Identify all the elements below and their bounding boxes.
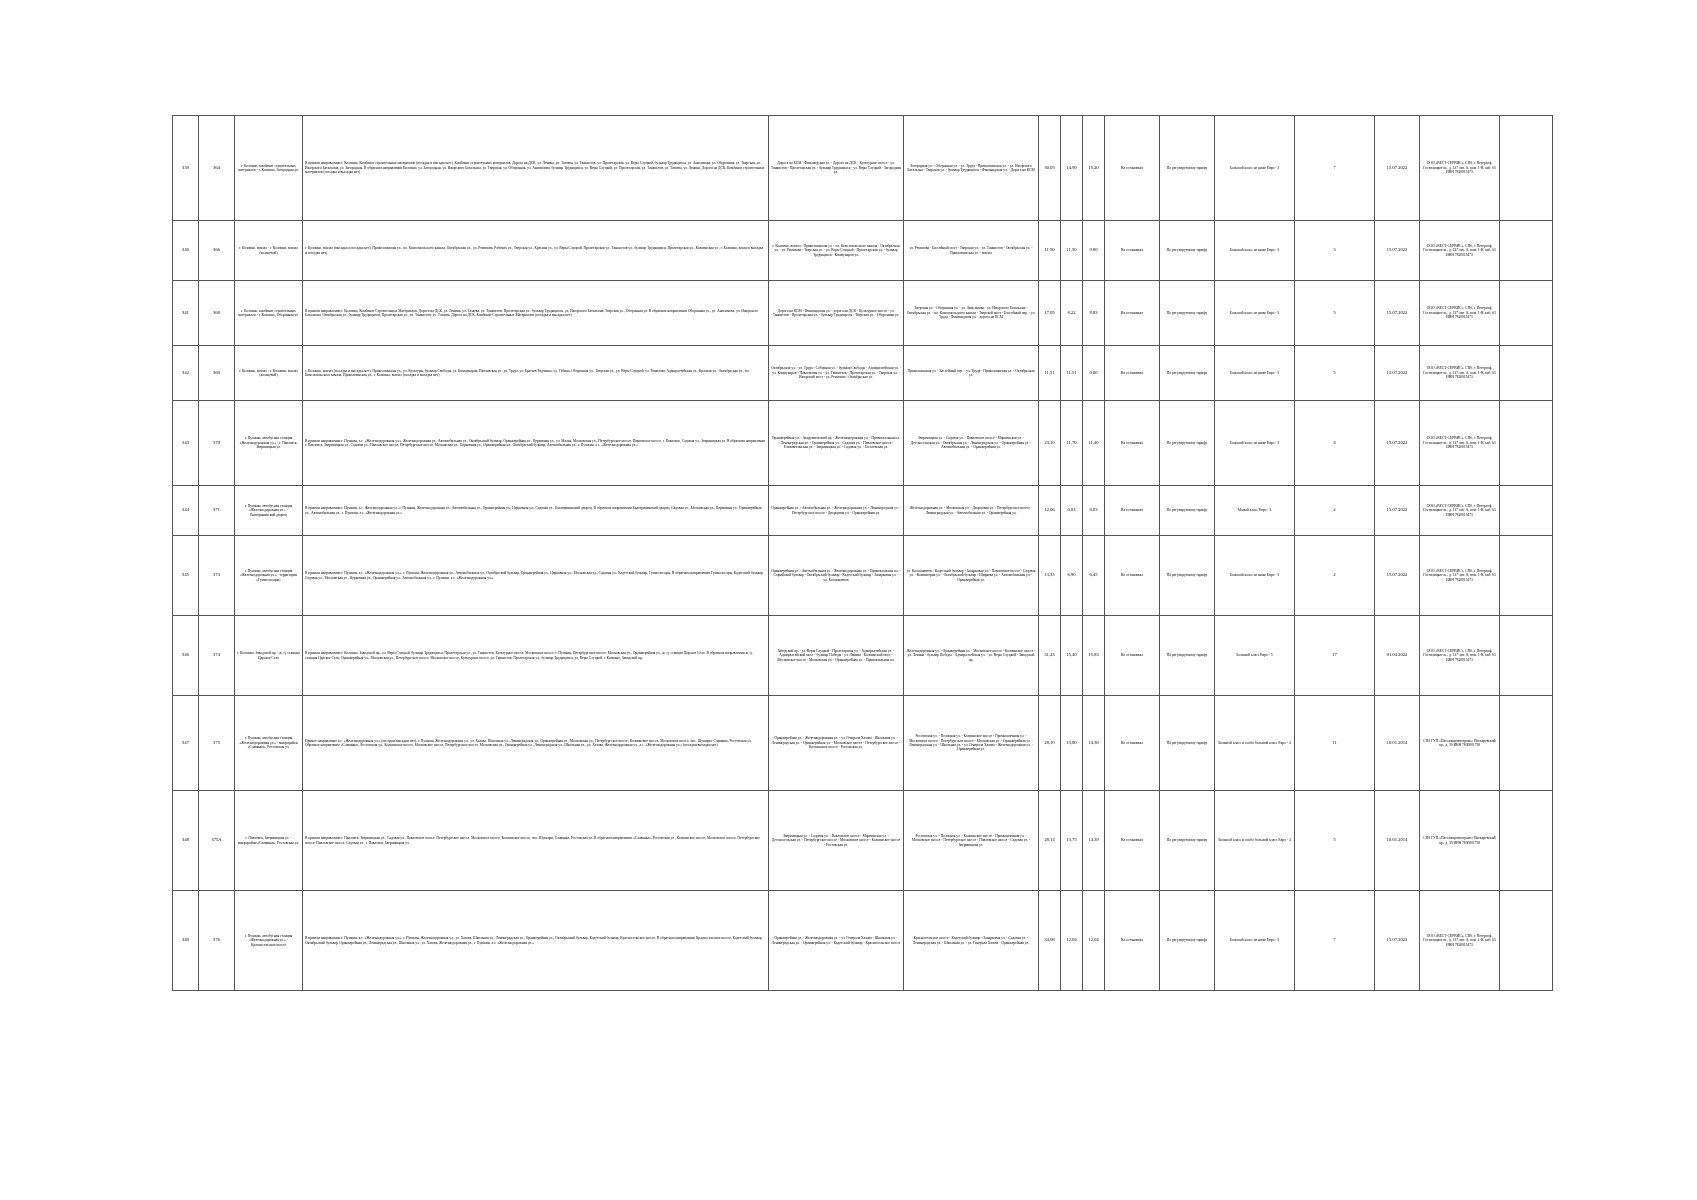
length-backward: 14,39 — [1083, 791, 1105, 891]
length-forward: 12,04 — [1061, 891, 1083, 991]
bus-class: Большой класс и особо большой класс Евро - 4 — [1215, 791, 1295, 891]
fare-type: По регулируемому тарифу — [1160, 116, 1215, 221]
route-number: 371 — [199, 486, 235, 536]
start-date: 15.07.2022 — [1375, 221, 1420, 281]
boarding-mode: На остановках — [1105, 346, 1160, 401]
route-path: В прямом направлении г. Пушкин, а.с. «Железнодорожная ул.», г. Пушкин, Железнодорожная ул., Автомобильная ул., Октябрьский бульвар, Оранжерейная ул., Церковная ул., Московская ул., Садовая ул., Кадетский бульвар, Гуммолосары. В обратном направлении Гуммолосары, Кадетский бульвар, Садовая ул., Московская ул., Церковная ул., Оранжерейная ул., Автомобильная ул., г. Пушкин, а.с. «Железнодорожная ул.» — [303, 536, 769, 616]
streets-forward: Дорога на КСМ - Финляндская ул. - дорога на ДСК - Культурное шоссе - ул. Танкистов - Пролетарская ул. - бульвар Трудящихся - Тверская ул. - Оборонная ул. — [769, 281, 904, 346]
route-number: 375А — [199, 791, 235, 891]
bus-count: 4 — [1295, 401, 1375, 486]
length-total: 34,08 — [1039, 891, 1061, 991]
empty-cell — [1500, 536, 1553, 616]
boarding-mode: На остановках — [1105, 791, 1160, 891]
table-row — [173, 616, 1553, 696]
table-row — [173, 891, 1553, 991]
streets-backward: Загородная ул. - Оборонная ул. - ул. Труда - Приколпинская ул. - ул. Ижорского Батальона - Тверская ул. - бульвар Трудящихся - Финляндская ул. - Дорога на КСМ — [904, 116, 1039, 221]
streets-backward: Приколпинская ул. - Бассейный пер. - ул. Труда - Приколпинская ул. - Октябрьская ул. — [904, 346, 1039, 401]
bus-count: 5 — [1295, 346, 1375, 401]
route-number: 373 — [199, 536, 235, 616]
bus-count: 11 — [1295, 696, 1375, 791]
carrier-info: ООО «ВЕСТ-СЕРВИС», СПб, г. Петергоф, Гостилицкое ш., д. 137 лит. А, пом. 1-Н, каб. 63 ИНН 7820015473 — [1420, 281, 1500, 346]
route-name: г. Павловск, Звериницкая ул. - микрорайон «Славянка», Ростовская ул. — [235, 791, 303, 891]
length-total: 23,10 — [1039, 401, 1061, 486]
carrier-info: ООО «ВЕСТ-СЕРВИС», СПб, г. Петергоф, Гостилицкое ш., д. 137 лит. А, пом. 1-Н, каб. 63 ИНН 7820015473 — [1420, 346, 1500, 401]
route-path: В прямом направлении г. Пушкин, а.с. Железнодорожная ул., г. Пушкин, Железнодорожная ул., Автомобильная ул., Оранжерейная ул., Церковная ул., Садовая ул., Екатерининский дворец. В обратном направлении Екатерининский дворец, Садовая ул., Московская ул., Церковная ул., Оранжерейная ул., Автомобильная ул., г. Пушкин, а.с. «Железнодорожная ул.» — [303, 486, 769, 536]
empty-cell — [1500, 891, 1553, 991]
streets-backward: Ростовская ул. - Полоцкая ул. - Колпинское шоссе - Промышленная ул. - Московское шоссе - Петербургское шоссе - Павловское шоссе - Садовая ул. - Звериницкая ул. — [904, 791, 1039, 891]
table-row — [173, 346, 1553, 401]
streets-backward: Тверская ул. - Оборонная ул. - ул. Анисимова - ул. Ижорского Батальона - Октябрьская ул. - пл. Комсомольского канала - Тверской мост - Бассейный пер. - ул. Труда - Финляндская ул. - дорога на КСМ — [904, 281, 1039, 346]
length-total: 28,14 — [1039, 791, 1061, 891]
route-name: г. Колпино, вокзал - г. Колпино, вокзал (кольцевой) — [235, 346, 303, 401]
length-backward: 0,00 — [1083, 221, 1105, 281]
route-path: В прямом направлении г. Колпино, Комбинат Строительных Материалов, Дорога на ДСК, ул. Ленина, ул. Тазаева, ул. Танкистов, Пролетарская ул., бульвар Трудящихся, ул. Ижорского Батальона, Тверская ул., Оборонная ул. В обратном направлении Оборонная ул., ул. Анисимова, ул. Ижорского Батальона, Октябрьская ул., бульвар Трудящихся, Пролетарская ул., ул. Танкистов, ул. Тазаева, Дорога на ДСК, Комбинат Строительных Материалов (посадка и высадка нет) — [303, 281, 769, 346]
fare-type: По регулируемому тарифу — [1160, 696, 1215, 791]
empty-cell — [1500, 791, 1553, 891]
carrier-info: ООО «ВЕСТ-СЕРВИС», СПб, г. Петергоф, Гостилицкое ш., д. 137 лит. А, пом. 1-Н, каб. 63 ИНН 7820015473 — [1420, 536, 1500, 616]
length-forward: 8,22 — [1061, 281, 1083, 346]
fare-type: По регулируемому тарифу — [1160, 616, 1215, 696]
start-date: 10.01.2014 — [1375, 791, 1420, 891]
row-number: 342 — [173, 346, 199, 401]
row-number: 349 — [173, 891, 199, 991]
fare-type: По регулируемому тарифу — [1160, 401, 1215, 486]
length-total: 11,50 — [1039, 221, 1061, 281]
streets-forward: Заводской пр. - ул. Веры Слуцкой - Пролетарская ул. - Адмиралтейская ул. - Адмиралтейский мост - бульвар Победы - ул. Ленина - Колпинский мост - Московское шоссе - Московская ул. - Оранжерейная ул. - Привокзальная пл. — [769, 616, 904, 696]
route-name: г. Пушкин, автобусная станция «Железнодорожная ул.» - микрорайон «Славянка», Ростовская ул. — [235, 696, 303, 791]
row-number: 346 — [173, 616, 199, 696]
length-total: 28,10 — [1039, 696, 1061, 791]
row-number: 345 — [173, 536, 199, 616]
route-path: г. Колпино, вокзал (посадка и высадка нет), Приколпинская ул., ул. Культуры, бульвар Свободы, ул. Коммунаров, Павловская ул., ул. Труда, ул. Братьев Радченко, ул. Губина, Оборонная ул., Тверская ул., ул. Веры Слуцкой, ул. Ремизова, Адмиралтейская ул., Красная ул., Октябрьская ул., пл. Комсомольского канала, Приколпинская ул., г. Колпино, вокзал (посадка и высадка нет) — [303, 346, 769, 401]
route-number: 376 — [199, 891, 235, 991]
bus-class: Малый класс Евро - 3 — [1215, 486, 1295, 536]
bus-count: 7 — [1295, 116, 1375, 221]
bus-class: Большой класс не ниже Евро - 3 — [1215, 346, 1295, 401]
empty-cell — [1500, 116, 1553, 221]
length-forward: 6,03 — [1061, 486, 1083, 536]
empty-cell — [1500, 346, 1553, 401]
route-number: 368 — [199, 281, 235, 346]
route-path: В прямом направлении г. Пушкин, а.с. «Железнодорожная ул.», Железнодорожная ул., Автомобильная ул., Октябрьский бульвар, Оранжерейная ул., Церковная ул., ул. Малая, Московская ул., Петербургское шоссе, Павловское шоссе, г. Павловск, Садовая ул., Звериницкая ул. В обратном направлении г. Павловск, Звериницкая ул., Садовая ул., Павловское шоссе, Петербургское шоссе, Московская ул., Церковная ул., Оранжерейная ул., Октябрьский бульвар, Автомобильная ул., г. Пушкин, а.с. «Железнодорожная ул.» — [303, 401, 769, 486]
streets-forward: Дорога на КСМ - Финляндская ул. - Дорога на ДСК - Культурное шоссе - ул. Танкистов - Пролетарская ул. - бульвар Трудящихся - ул. Веры Слуцкой - Загородная ул. — [769, 116, 904, 221]
length-backward: 14,30 — [1083, 696, 1105, 791]
fare-type: По регулируемому тарифу — [1160, 221, 1215, 281]
length-forward: 11,50 — [1061, 221, 1083, 281]
length-forward: 11,51 — [1061, 346, 1083, 401]
table-row — [173, 116, 1553, 221]
start-date: 15.07.2022 — [1375, 401, 1420, 486]
table-row — [173, 401, 1553, 486]
carrier-info: ООО «ВЕСТ-СЕРВИС», СПб, г. Петергоф, Гостилицкое ш., д. 137 лит. А, пом. 1-Н, каб. 63 ИНН 7820015473 — [1420, 401, 1500, 486]
bus-count: 5 — [1295, 281, 1375, 346]
route-number: 375 — [199, 696, 235, 791]
length-total: 11,51 — [1039, 346, 1061, 401]
length-forward: 6,90 — [1061, 536, 1083, 616]
length-backward: 0,00 — [1083, 346, 1105, 401]
streets-backward: ул. Ремизова - Бассейный мост - Тверская ул. - ул. Танкистов - Октябрьская ул. - Приколпинская ул. - вокзал — [904, 221, 1039, 281]
boarding-mode: На остановках — [1105, 281, 1160, 346]
table-row — [173, 221, 1553, 281]
empty-cell — [1500, 696, 1553, 791]
route-name: г. Колпино, комбинат строительных материалов - г. Колпино, Оборонная ул. — [235, 281, 303, 346]
start-date: 15.07.2022 — [1375, 116, 1420, 221]
empty-cell — [1500, 616, 1553, 696]
length-backward: 6,03 — [1083, 486, 1105, 536]
route-name: г. Пушкин, автобусная станция «Железнодорожная ул.» - Екатерининский дворец — [235, 486, 303, 536]
carrier-info: СПб ГУП «Пассажиравтотранс» Пискаревский пр., д. 39 ИНН 7830001758 — [1420, 791, 1500, 891]
route-path: В прямом направлении г. Пушкин, а.с. «Железнодорожная ул.», г. Пушкин, Железнодорожная ул., ул. Хазова, Школьная ул., Ленинградская ул., Оранжерейная ул., Октябрьский бульвар, Кадетский бульвар, Красносельское шоссе. В обратном направлении Красносельское шоссе, Кадетский бульвар, Октябрьский бульвар, Оранжерейная ул., Ленинградская ул., Школьная ул., ул. Хазова, Железнодорожная ул., г. Пушкин, а.с. «Железнодорожная ул.» — [303, 891, 769, 991]
empty-cell — [1500, 221, 1553, 281]
row-number: 343 — [173, 401, 199, 486]
bus-count: 2 — [1295, 536, 1375, 616]
fare-type: По регулируемому тарифу — [1160, 486, 1215, 536]
bus-count: 5 — [1295, 791, 1375, 891]
start-date: 15.07.2022 — [1375, 281, 1420, 346]
route-name: г. Колпино, Заводской пр. - ж.-д. станция Царское Село — [235, 616, 303, 696]
streets-backward: Железнодорожная ул. - Московская ул. - Дворцовая ул. - Петербургское шоссе - Ленинградская ул. - Автомобильная ул. - Оранжерейная ул. — [904, 486, 1039, 536]
table-row — [173, 536, 1553, 616]
route-number: 370 — [199, 401, 235, 486]
boarding-mode: На остановках — [1105, 616, 1160, 696]
length-total: 13,35 — [1039, 536, 1061, 616]
route-name: г. Пушкин, автобусная станция «Железнодорожная ул.» - Красносельское шоссе — [235, 891, 303, 991]
row-number: 339 — [173, 116, 199, 221]
length-forward: 11,70 — [1061, 401, 1083, 486]
length-total: 30,05 — [1039, 116, 1061, 221]
bus-class: Большой класс не ниже Евро - 3 — [1215, 281, 1295, 346]
empty-cell — [1500, 486, 1553, 536]
table-row — [173, 696, 1553, 791]
bus-class: Большой класс не ниже Евро - 3 — [1215, 891, 1295, 991]
start-date: 10.01.2014 — [1375, 696, 1420, 791]
boarding-mode: На остановках — [1105, 401, 1160, 486]
table-row — [173, 486, 1553, 536]
length-total: 12,06 — [1039, 486, 1061, 536]
length-backward: 6,45 — [1083, 536, 1105, 616]
streets-forward: Звериницкая ул. - Садовая ул. - Павловское шоссе - Мариинская ул. - Детскосельская ул. - Петербургское шоссе - Московское шоссе - Колпинское шоссе - Ростовская ул. — [769, 791, 904, 891]
fare-type: По регулируемому тарифу — [1160, 891, 1215, 991]
start-date: 15.07.2022 — [1375, 486, 1420, 536]
route-name: г. Пушкин, автобусная станция «Железнодорожная ул.» - г. Павловск, Звериницкая ул. — [235, 401, 303, 486]
route-number: 364 — [199, 116, 235, 221]
length-backward: 15,83 — [1083, 616, 1105, 696]
row-number: 341 — [173, 281, 199, 346]
route-name: г. Пушкин, автобусная станция «Железнодорожная ул.» - территория «Гуммолосары» — [235, 536, 303, 616]
bus-count: 3 — [1295, 221, 1375, 281]
streets-backward: Железнодорожная ул. - Оранжерейная ул. - Московское шоссе - Колпинское шоссе - ул. Ленина - бульвар Победы - Адмиралтейская ул. - ул. Веры Слуцкой - Заводской пр. — [904, 616, 1039, 696]
boarding-mode: На остановках — [1105, 116, 1160, 221]
carrier-info: ООО «ВЕСТ-СЕРВИС», СПб, г. Петергоф, Гостилицкое ш., д. 137 лит. А, пом. 1-Н, каб. 63 ИНН 7820015473 — [1420, 116, 1500, 221]
carrier-info: ООО «ВЕСТ-СЕРВИС», СПб, г. Петергоф, Гостилицкое ш., д. 137 лит. А, пом. 1-Н, каб. 63 ИНН 7820015473 — [1420, 891, 1500, 991]
route-number: 374 — [199, 616, 235, 696]
row-number: 340 — [173, 221, 199, 281]
bus-class: Большой класс не ниже Евро - 3 — [1215, 116, 1295, 221]
boarding-mode: На остановках — [1105, 891, 1160, 991]
start-date: 15.07.2022 — [1375, 346, 1420, 401]
streets-backward: Звериницкая ул. - Садовая ул. - Павловское шоссе - Мариинская ул. - Детскосельская ул. - Октябрьская ул. - Ленинградская ул. - Оранжерейная ул. - Автомобильная ул. - Оранжерейная ул. — [904, 401, 1039, 486]
fare-type: По регулируемому тарифу — [1160, 346, 1215, 401]
streets-backward: Ростовская ул. - Полоцкая ул. - Колпинское шоссе - Промышленная ул. - Московское шоссе - Петербургское шоссе - Московская ул. - Оранжерейная ул. - Ленинградская ул. - Школьная ул. - ул. Генерала Хазова - Железнодорожная ул. - Оранжерейная ул. — [904, 696, 1039, 791]
carrier-info: ООО «ВЕСТ-СЕРВИС», СПб, г. Петергоф, Гостилицкое ш., д. 137 лит. А, пом. 1-Н, каб. 63 ИНН 7820015473 — [1420, 616, 1500, 696]
streets-backward: ул. Космонавтов - Кадетский бульвар - Запарковая ул. - Павловское шоссе - Садовая ул. - Коминтерна ул. - Октябрьский бульвар - Ширяева ул. - Автомобильная ул. - Оранжерейная ул. — [904, 536, 1039, 616]
route-number: 369 — [199, 346, 235, 401]
bus-class: Большой класс Евро - 5 — [1215, 616, 1295, 696]
length-backward: 11,40 — [1083, 401, 1105, 486]
routes-table-body — [173, 116, 1553, 991]
bus-class: Большой класс и особо большой класс Евро - 4 — [1215, 696, 1295, 791]
row-number: 347 — [173, 696, 199, 791]
route-path: В прямом направлении г. Колпино, Комбинат строительных материалов (посадка и высадка нет), Комбинат строительных материалов, Дорога на ДСК, ул. Ленина, ул. Тазаева, ул. Танкистов, ул. Пролетарская, ул. Веры Слуцкой, бульвар Трудящихся, ул. Анисимова, ул. Оборонная, ул. Тверская, ул. Ижорского Батальона, ул. Загородная. В обратном направлении Колпино, ул. Загородная, ул. Ижорского Батальона, ул. Тверская, ул. Оборонная, ул. Анисимова, бульвар Трудящихся, ул. Веры Слуцкой, ул. Пролетарская, ул. Танкистов, ул. Тазаева, ул. Ленина, Дорога на ДСК, Комбинат строительных материалов (посадка и высадка нет) — [303, 116, 769, 221]
row-number: 344 — [173, 486, 199, 536]
streets-backward: Красносельское шоссе - Кадетский бульвар - Запарковая ул. - Садовая ул. - Ленинградская ул. - Школьная ул. - ул. Генерала Хазова - Оранжерейная ул. — [904, 891, 1039, 991]
route-name: г. Колпино, вокзал - г. Колпино, вокзал (кольцевой) — [235, 221, 303, 281]
route-path: г. Колпино, вокзал (высадка и посадка нет), Приколпинская ул., пл. Комсомольского канала, Октябрьская ул., ул. Ремизова, Рабочих ул., Тверская ул., Красная ул., ул. Веры Слуцкой, Пролетарская ул., Танкистов ул., бульвар Трудящихся, Пролетарская ул., Колпинская ул., г. Колпино, вокзал (высадка и посадка нет) — [303, 221, 769, 281]
length-backward: 8,83 — [1083, 281, 1105, 346]
bus-class: Большой класс не ниже Евро - 3 — [1215, 221, 1295, 281]
length-backward: 12,04 — [1083, 891, 1105, 991]
carrier-info: СПб ГУП «Пассажиравтотранс» Пискаревский пр., д. 39 ИНН 7830001758 — [1420, 696, 1500, 791]
streets-forward: Оранжерейная ул. - Автомобильная ул. - Железнодорожная ул. - Привокзальная пл. - Софийский бульвар - Октябрьский бульвар - Кадетский бульвар - Запарковая ул. - ул. Космонавтов — [769, 536, 904, 616]
empty-cell — [1500, 401, 1553, 486]
length-forward: 13,75 — [1061, 791, 1083, 891]
fare-type: По регулируемому тарифу — [1160, 791, 1215, 891]
bus-count: 2 — [1295, 486, 1375, 536]
route-name: г. Колпино, комбинат строительных материалов - г. Колпино, Загородная ул. — [235, 116, 303, 221]
boarding-mode: На остановках — [1105, 696, 1160, 791]
bus-count: 17 — [1295, 616, 1375, 696]
length-total: 31,23 — [1039, 616, 1061, 696]
length-total: 17,05 — [1039, 281, 1061, 346]
bus-class: Большой класс не ниже Евро - 3 — [1215, 401, 1295, 486]
length-forward: 14,90 — [1061, 116, 1083, 221]
bus-class: Большой класс не ниже Евро - 3 — [1215, 536, 1295, 616]
boarding-mode: На остановках — [1105, 536, 1160, 616]
boarding-mode: На остановках — [1105, 486, 1160, 536]
streets-forward: Оранжерейная ул. - Автомобильная ул. - Железнодорожная ул. - Ленинградская ул. - Петербургское шоссе - Дворцовая ул. - Оранжерейная ул. — [769, 486, 904, 536]
row-number: 348 — [173, 791, 199, 891]
route-path: В прямом направлении г. Павловск, Звериницкая ул., Садовая ул., Павловское шоссе, Петербургское шоссе, Московское шоссе, Колпинское шоссе, пос. Шушары, Славянка, Ростовская ул. В обратном направлении «Славянка», Ростовская ул., Колпинское шоссе, Московское шоссе, Петербургское шоссе, Павловское шоссе, Садовая ул., г. Павловск, Звериницкая ул. — [303, 791, 769, 891]
fare-type: По регулируемому тарифу — [1160, 536, 1215, 616]
routes-table — [172, 115, 1553, 991]
length-backward: 15,20 — [1083, 116, 1105, 221]
boarding-mode: На остановках — [1105, 221, 1160, 281]
length-forward: 15,40 — [1061, 616, 1083, 696]
streets-forward: Оранжерейная ул. - Железнодорожная ул. - ул. Генерала Хазова - Школьная ул. - Ленинградская ул. - Оранжерейная ул. - Московское шоссе - Петербургское шоссе - Колпинское шоссе - Ростовская ул. — [769, 696, 904, 791]
table-row — [173, 791, 1553, 891]
fare-type: По регулируемому тарифу — [1160, 281, 1215, 346]
carrier-info: ООО «ВЕСТ-СЕРВИС», СПб, г. Петергоф, Гостилицкое ш., д. 137 лит. А, пом. 1-Н, каб. 63 ИНН 7820015473 — [1420, 486, 1500, 536]
table-row — [173, 281, 1553, 346]
start-date: 15.07.2022 — [1375, 891, 1420, 991]
start-date: 15.07.2022 — [1375, 536, 1420, 616]
streets-forward: г. Колпино, вокзал - Приколпинская ул. - пл. Комсомольского канала - Октябрьская ул. - ул. Ремизова - Тверская ул. - ул. Веры Слуцкой - Пролетарская ул. - бульвар Трудящихся - Коммунаров ул. — [769, 221, 904, 281]
streets-forward: Октябрьская ул. - ул. Труда - Соборная ул. - бульвар Свободы - Адмиралтейская ул. - ул. Коммунаров - Павловская ул. - ул. Танкистов - Пролетарская ул. - Тверская ул. - Ижорский мост - ул. Ремизова - Октябрьская ул. — [769, 346, 904, 401]
streets-forward: Оранжерейная ул. - Академический пр. - Железнодорожная ул. - Привокзальная пл. - Ленинградская ул. - Оранжерейная ул. - Садовая ул. - Павловское шоссе - Елизаветинская ул. - Звериницкая ул. - Садовая ул. - Гоголевская ул. — [769, 401, 904, 486]
start-date: 01.04.2022 — [1375, 616, 1420, 696]
route-path: Прямое направление а.с. «Железнодорожная ул.» (посадки/высадки нет), г. Пушкин, Железнодорожная ул., ул. Хазова, Школьная ул., Ленинградская ул., Оранжерейная ул., Московская ул., Петербургское шоссе, Колпинское шоссе, Московское шоссе, пос. Шушары, Славянка, Ростовская ул. Обратное направление «Славянка», Ростовская ул., Колпинское шоссе, Московское шоссе, Петербургское шоссе, Московская ул., Оранжерейная ул., Ленинградская ул., Школьная ул., ул. Хазова, Железнодорожная ул., а.с. «Железнодорожная ул.» (посадки/высадки нет) — [303, 696, 769, 791]
streets-forward: Оранжерейная ул. - Железнодорожная ул. - ул. Генерала Хазова - Школьная ул. - Ленинградская ул. - Оранжерейная ул. - Кадетский бульвар - Красносельское шоссе — [769, 891, 904, 991]
empty-cell — [1500, 281, 1553, 346]
route-number: 366 — [199, 221, 235, 281]
bus-count: 7 — [1295, 891, 1375, 991]
carrier-info: ООО «ВЕСТ-СЕРВИС», СПб, г. Петергоф, Гостилицкое ш., д. 137 лит. А, пом. 1-Н, каб. 63 ИНН 7820015473 — [1420, 221, 1500, 281]
route-path: В прямом направлении г. Колпино, Заводской пр., ул. Веры Слуцкой, бульвар Трудящихся, Пролетарская ул., ул. Танкистов, Культурное шоссе, Московское шоссе, г. Пушкин, Петербургское шоссе, Московская ул., Оранжерейная ул., ж.-д. станция Царское Село. В обратном направлении ж.-д. станция Царское Село, Оранжерейная ул., Московская ул., Петербургское шоссе, Московское шоссе, Культурное шоссе, ул. Танкистов, Пролетарская ул., бульвар Трудящихся, ул. Веры Слуцкой, г. Колпино, Заводской пр. — [303, 616, 769, 696]
length-forward: 13,80 — [1061, 696, 1083, 791]
